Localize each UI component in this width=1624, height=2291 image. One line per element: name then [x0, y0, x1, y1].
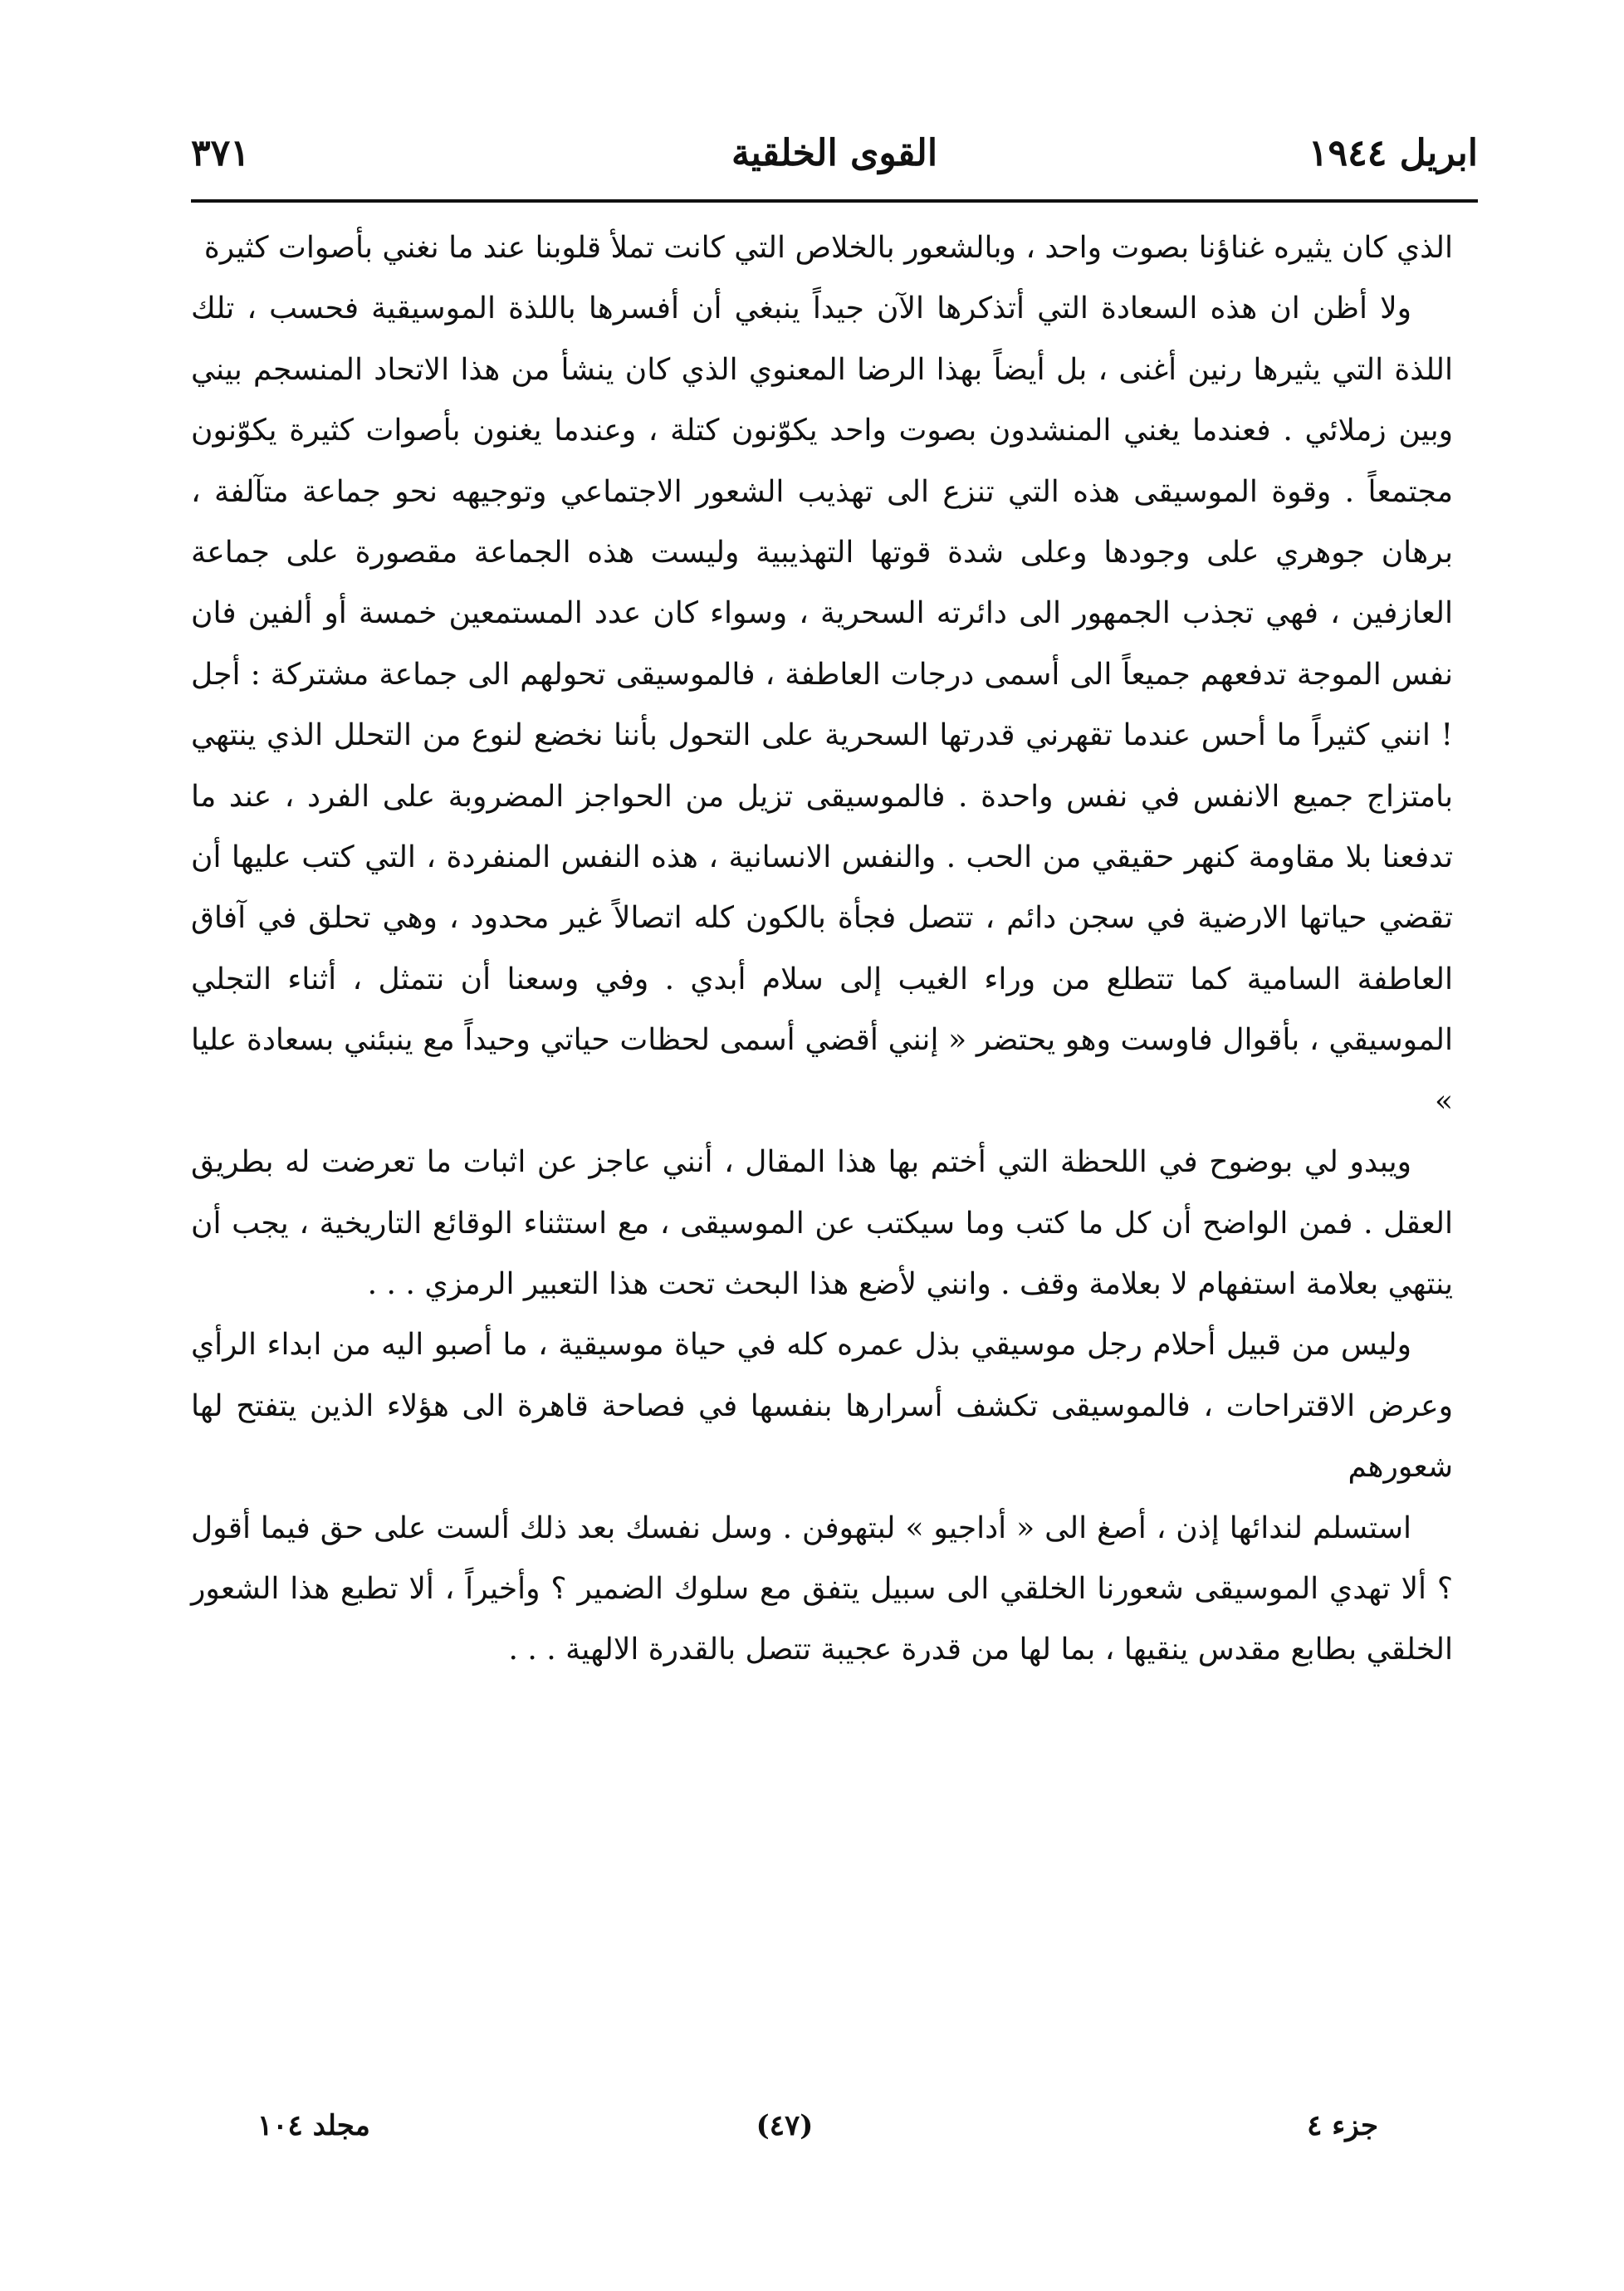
paragraph: ويبدو لي بوضوح في اللحظة التي أختم بها هذا المقال ، أنني عاجز عن اثبات ما تعرضت له بطريق العقل . فمن الواضح أن كل ما كتب وما سيكتب عن الموسيقى ، مع استثناء الوقائع التاريخية ، يجب أن ينتهي بعلامة استفهام لا بعلامة وقف . وانني لأضع هذا البحث تحت هذا التعبير الرمزي . . . [191, 1145, 1453, 1301]
page-number: ٣٧١ [191, 132, 250, 174]
page-footer [191, 2105, 1378, 2155]
running-header [191, 129, 1478, 203]
paragraph: وليس من قبيل أحلام رجل موسيقي بذل عمره كله في حياة موسيقية ، ما أصبو اليه من ابداء الرأي وعرض الاقتراحات ، فالموسيقى تكشف أسرارها بنفسها في فصاحة قاهرة الى هؤلاء الذين يتفتح لها شعورهم [191, 1328, 1453, 1485]
header-rule [191, 199, 1478, 203]
paragraph: ولا أظن ان هذه السعادة التي أتذكرها الآن جيداً ينبغي أن أفسرها باللذة الموسيقية فحسب ، تلك اللذة التي يثيرها رنين أغنى ، بل أيضاً بهذا الرضا المعنوي الذي كان ينشأ من هذا الاتحاد المنسجم بيني وبين زملائي . فعندما يغني المنشدون بصوت واحد يكوّنون كتلة ، وعندما يغنون بأصوات كثيرة يكوّنون مجتمعاً . وقوة الموسيقى هذه التي تنزع الى تهذيب الشعور الاجتماعي وتوجيهه نحو جماعة متآلفة ، برهان جوهري على وجودها وعلى شدة قوتها التهذيبية وليست هذه الجماعة مقصورة على جماعة العازفين ، فهي تجذب الجمهور الى دائرته السحرية ، وسواء كان عدد المستمعين خمسة أو ألفين فان نفس الموجة تدفعهم جميعاً الى أسمى درجات العاطفة ، فالموسيقى تحولهم الى جماعة مشتركة : أجل ! انني كثيراً ما أحس عندما تقهرني قدرتها السحرية على التحول بأننا نخضع لنوع من التحلل الذي ينتهي بامتزاج جميع الانفس في نفس واحدة . فالموسيقى تزيل من الحواجز المضروبة على الفرد ، عند ما تدفعنا بلا مقاومة كنهر حقيقي من الحب . والنفس الانسانية ، هذه النفس المنفردة ، التي كتب عليها أن تقضي حياتها الارضية في سجن دائم ، تتصل فجأة بالكون كله اتصالاً غير محدود ، وهي تحلق في آفاق العاطفة السامية كما تتطلع من وراء الغيب إلى سلام أبدي . وفي وسعنا أن نتمثل ، أثناء التجلي الموسيقي ، بأقوال فاوست وهو يحتضر « إنني أقضي أسمى لحظات حياتي وحيداً مع ينبئني بسعادة عليا » [191, 291, 1453, 1119]
paragraph: استسلم لندائها إذن ، أصغ الى « أداجيو » لبتهوفن . وسل نفسك بعد ذلك ألست على حق فيما أقول ؟ ألا تهدي الموسيقى شعورنا الخلقي الى سبيل يتفق مع سلوك الضمير ؟ وأخيراً ، ألا تطبع هذا الشعور الخلقي بطابع مقدس ينقيها ، بما لها من قدرة عجيبة تتصل بالقدرة الالهية . . . [191, 1510, 1453, 1667]
article-body [191, 218, 1453, 1681]
paragraph: الذي كان يثيره غناؤنا بصوت واحد ، وبالشعور بالخلاص التي كانت تملأ قلوبنا عند ما نغني بأصوات كثيرة [203, 231, 1453, 265]
footer-part: جزء ٤ [1307, 2109, 1378, 2142]
footer-volume: مجلد ١٠٤ [257, 2109, 370, 2142]
header-date: ابريل ١٩٤٤ [1308, 132, 1478, 174]
header-title: القوى الخلقية [731, 132, 938, 174]
footer-sheet: (٤٧) [756, 2109, 814, 2142]
